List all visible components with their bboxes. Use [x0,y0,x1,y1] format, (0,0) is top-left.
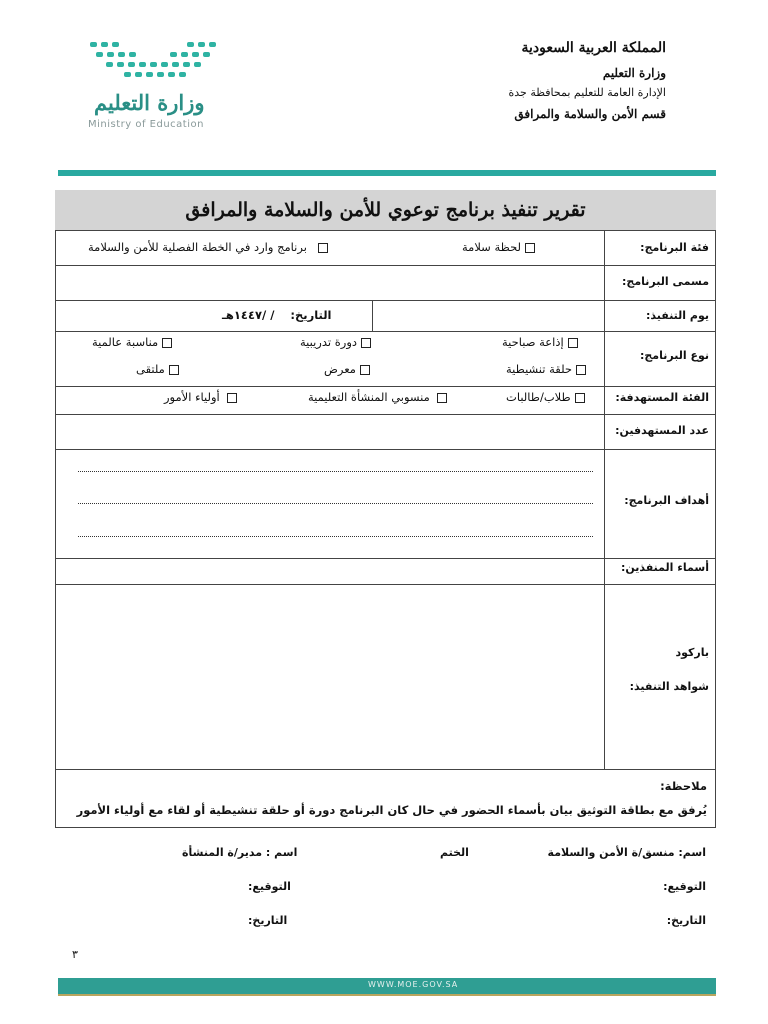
option-parents[interactable]: أولياء الأمور [164,390,237,404]
logo-arabic-text: وزارة التعليم [94,90,205,115]
checkbox-icon[interactable] [568,338,578,348]
row-divider [56,386,715,387]
row-divider [56,449,715,450]
report-form [55,230,716,828]
checkbox-icon[interactable] [227,393,237,403]
coordinator-date-label: التاريخ: [666,914,706,927]
exec-day-label: يوم التنفيذ: [646,309,709,322]
audience-label: الفئة المستهدفة: [615,391,709,404]
option-morning-radio[interactable]: إذاعة صباحية [502,335,578,349]
department-name: قسم الأمن والسلامة والمرافق [514,107,666,121]
manager-date-label: التاريخ: [248,914,288,927]
option-training-course[interactable]: دورة تدريبية [300,335,371,349]
row-divider [56,769,715,770]
title-bar [55,190,716,230]
goal-line-3[interactable] [78,536,593,537]
page-number: ٣ [72,948,78,961]
ministry-name: وزارة التعليم [602,66,666,80]
option-safety-moment[interactable]: لحظة سلامة [462,240,535,254]
target-count-label: عدد المستهدفين: [615,424,709,437]
directorate-name: الإدارة العامة للتعليم بمحافظة جدة [508,86,666,99]
row-divider [56,558,715,559]
checkbox-icon[interactable] [169,365,179,375]
category-label: فئة البرنامج: [640,241,709,254]
checkbox-icon[interactable] [525,243,535,253]
kingdom-name: المملكة العربية السعودية [521,40,666,56]
row-divider [56,414,715,415]
coordinator-signature-label: التوقيع: [663,880,706,893]
label-column-divider [604,231,605,769]
option-activity-session[interactable]: حلقة تنشيطية [506,362,586,376]
header-text [416,40,666,121]
program-name-label: مسمى البرنامج: [622,275,709,288]
row-divider [56,300,715,301]
goal-line-1[interactable] [78,471,593,472]
footer-bar [58,978,716,994]
manager-signature-label: التوقيع: [248,880,291,893]
footer-gold-line [58,994,716,996]
date-field[interactable] [222,308,332,322]
checkbox-icon[interactable] [576,365,586,375]
checkbox-icon[interactable] [575,393,585,403]
date-value: / /١٤٤٧هـ [222,308,275,322]
checkbox-icon[interactable] [360,365,370,375]
note-title: ملاحظة: [660,779,707,793]
form-title: تقرير تنفيذ برنامج توعوي للأمن والسلامة والمرافق [185,199,586,221]
option-forum[interactable]: ملتقى [136,362,179,376]
program-goals-label: أهداف البرنامج: [624,494,709,507]
checkbox-icon[interactable] [437,393,447,403]
checkbox-icon[interactable] [361,338,371,348]
checkbox-icon[interactable] [318,243,328,253]
manager-name-label: اسم : مدير/ة المنشأة [182,846,298,859]
option-students[interactable]: طلاب/طالبات [506,390,585,404]
evidence-label: شواهد التنفيذ: [629,680,709,693]
date-divider [372,300,373,331]
note-text: يُرفق مع بطاقة التوثيق بيان بأسماء الحضور في حال كان البرنامج دورة أو حلقة تنشيطية أو لقاء مع أولياء الأمور [76,803,707,817]
logo-english-text: Ministry of Education [88,119,204,130]
goal-line-2[interactable] [78,503,593,504]
executors-label: أسماء المنفذين: [620,561,709,574]
row-divider [56,331,715,332]
program-type-label: نوع البرنامج: [639,349,709,362]
checkbox-icon[interactable] [162,338,172,348]
date-label: التاريخ: [290,308,332,322]
logo-dots-icon [84,38,234,88]
row-divider [56,265,715,266]
option-exhibition[interactable]: معرض [324,362,370,376]
option-world-occasion[interactable]: مناسبة عالمية [92,335,172,349]
barcode-label: باركود [675,646,709,659]
footer-url: WWW.MOE.GOV.SA [368,980,459,989]
option-planned-program[interactable]: برنامج وارد في الخطة الفصلية للأمن والسلامة [88,240,328,254]
stamp-label: الختم [440,846,469,859]
option-staff[interactable]: منسوبي المنشأة التعليمية [308,390,447,404]
coordinator-name-label: اسم: منسق/ة الأمن والسلامة [547,846,706,859]
ministry-logo [84,38,234,130]
row-divider [56,584,715,585]
header-divider [58,170,716,176]
